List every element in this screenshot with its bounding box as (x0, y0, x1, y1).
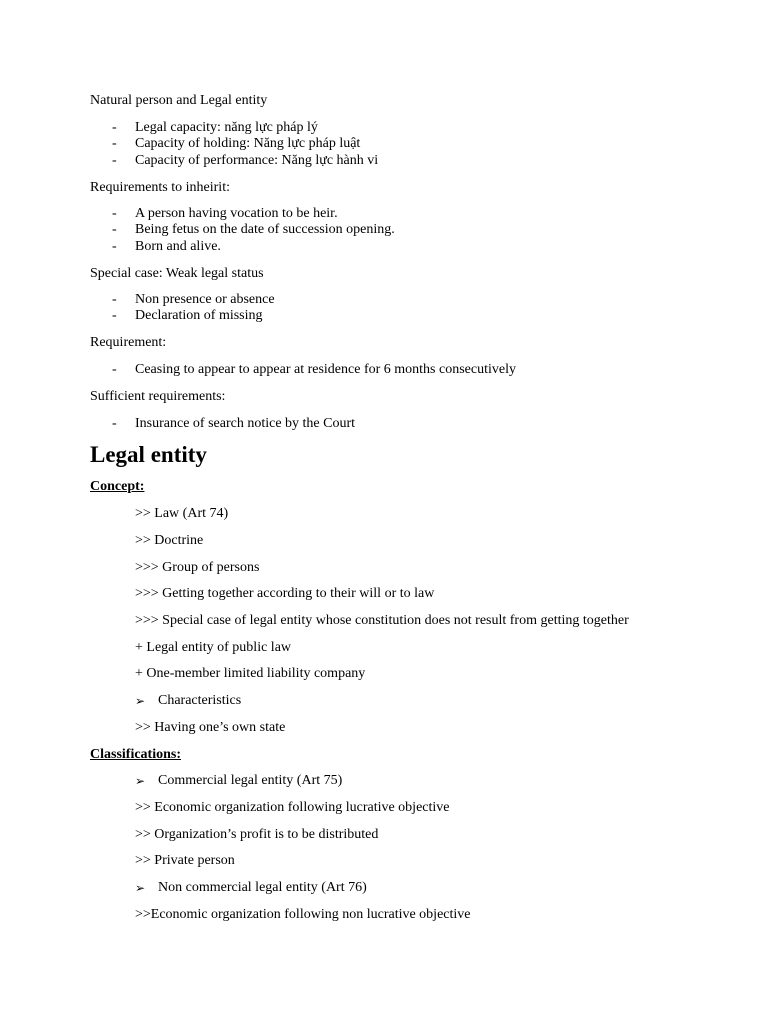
heading-legal-entity: Legal entity (90, 442, 207, 467)
commercial-line: >> Economic organization following lucrative objective (135, 800, 450, 815)
concept-line: >>> Getting together according to their will or to law (135, 586, 435, 601)
section-title-special-case: Special case: Weak legal status (90, 266, 264, 281)
section-title-requirement: Requirement: (90, 335, 167, 350)
bullet-dash: - (112, 120, 117, 135)
list-item: Born and alive. (135, 239, 221, 254)
list-item: Insurance of search notice by the Court (135, 416, 356, 431)
list-item: Being fetus on the date of succession opening. (135, 222, 395, 237)
list-item: Ceasing to appear to appear at residence for 6 months consecutively (135, 362, 516, 377)
section-title-requirements: Requirements to inheirit: (90, 180, 230, 195)
bullet-dash: - (112, 308, 117, 323)
concept-line: >> Doctrine (135, 533, 204, 548)
section-title-sufficient: Sufficient requirements: (90, 389, 226, 404)
bullet-dash: - (112, 222, 117, 237)
concept-line: + Legal entity of public law (135, 640, 292, 655)
concept-line: >> Law (Art 74) (135, 506, 229, 521)
arrow-bullet-icon: ➢ (135, 694, 146, 708)
concept-line: >>> Special case of legal entity whose constitution does not result from getting together (135, 613, 629, 628)
bullet-dash: - (112, 136, 117, 151)
non-commercial-line: >>Economic organization following non lucrative objective (135, 907, 471, 922)
characteristics-label: Characteristics (158, 693, 242, 708)
list-item: A person having vocation to be heir. (135, 206, 338, 221)
bullet-dash: - (112, 292, 117, 307)
non-commercial-entity-label: Non commercial legal entity (Art 76) (158, 880, 367, 895)
commercial-line: >> Organization’s profit is to be distributed (135, 827, 379, 842)
commercial-line: >> Private person (135, 853, 235, 868)
arrow-bullet-icon: ➢ (135, 774, 146, 788)
concept-line: + One-member limited liability company (135, 666, 366, 681)
classifications-label: Classifications: (90, 747, 181, 762)
characteristics-line: >> Having one’s own state (135, 720, 286, 735)
list-item: Declaration of missing (135, 308, 263, 323)
commercial-entity-label: Commercial legal entity (Art 75) (158, 773, 343, 788)
concept-line: >>> Group of persons (135, 560, 260, 575)
arrow-bullet-icon: ➢ (135, 881, 146, 895)
bullet-dash: - (112, 206, 117, 221)
bullet-dash: - (112, 362, 117, 377)
list-item: Legal capacity: năng lực pháp lý (135, 120, 318, 135)
concept-label: Concept: (90, 479, 145, 494)
bullet-dash: - (112, 416, 117, 431)
section-title-natural-person: Natural person and Legal entity (90, 93, 268, 108)
list-item: Non presence or absence (135, 292, 275, 307)
list-item: Capacity of performance: Năng lực hành vi (135, 153, 379, 168)
bullet-dash: - (112, 153, 117, 168)
list-item: Capacity of holding: Năng lực pháp luật (135, 136, 361, 151)
bullet-dash: - (112, 239, 117, 254)
